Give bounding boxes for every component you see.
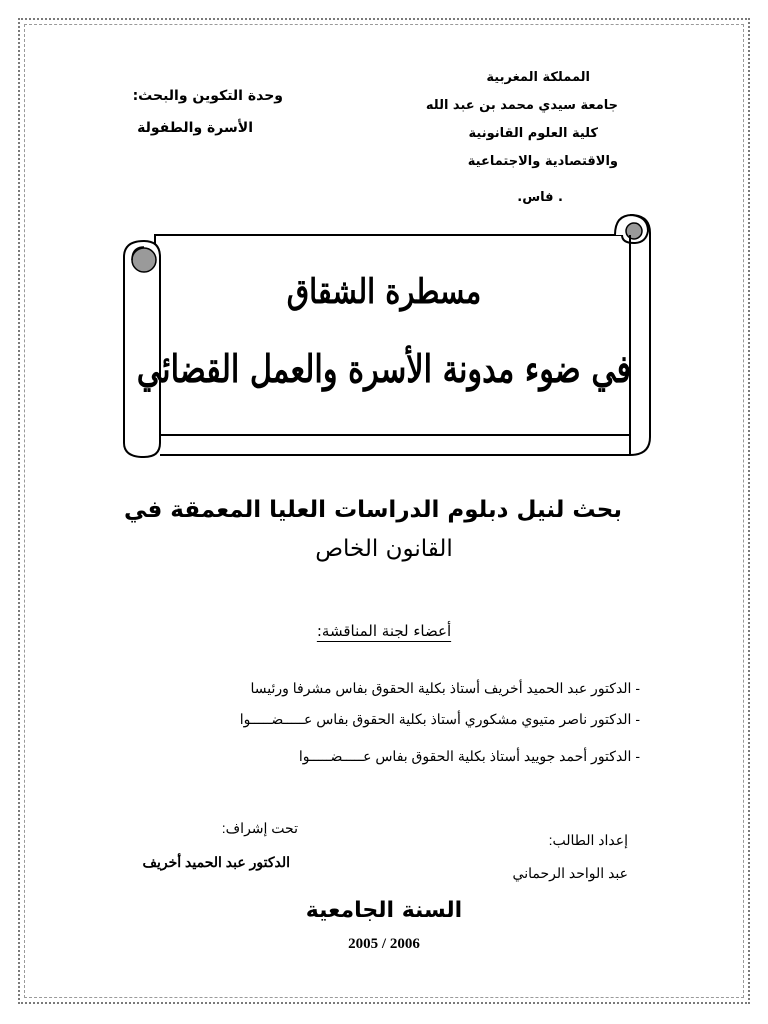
thesis-title-line1: مسطرة الشقاق [286,272,482,312]
thesis-purpose-line1: بحث لنيل دبلوم الدراسات العليا المعمقة في [123,497,622,523]
thesis-purpose-line2: القانون الخاص [315,536,453,562]
scroll-banner [110,205,658,475]
supervisor-name: الدكتور عبد الحميد أخريف [142,854,290,870]
student-label: إعداد الطالب: [548,832,628,848]
university-name: جامعة سيدي محمد بن عبد الله [425,98,618,113]
city-name: . فاس. [517,190,563,205]
committee-member-3: - الدكتور أحمد جوييد أستاذ بكلية الحقوق بفاس عـــــضـــــوا [298,748,640,764]
student-name: عبد الواحد الرحماني [512,865,628,881]
academic-year-label: السنة الجامعية [305,898,463,923]
committee-heading-text: أعضاء لجنة المناقشة: [316,622,452,640]
faculty-name-cont: والاقتصادية والاجتماعية [467,154,618,169]
research-unit-name: الأسرة والطفولة [137,120,253,136]
supervisor-label: تحت إشراف: [221,820,298,836]
committee-heading [0,622,768,640]
committee-member-2: - الدكتور ناصر متيوي مشكوري أستاذ بكلية الحقوق بفاس عـــــضـــــوا [239,711,640,727]
research-unit-label: وحدة التكوين والبحث: [132,88,283,104]
faculty-name: كلية العلوم القانونية [468,126,598,141]
thesis-title-line2: في ضوء مدونة الأسرة والعمل القضائي [136,346,632,391]
academic-year: 2005 / 2006 [348,936,420,952]
university-country: المملكة المغربية [486,70,590,85]
committee-member-1: - الدكتور عبد الحميد أخريف أستاذ بكلية الحقوق بفاس مشرفا ورئيسا [250,680,640,696]
